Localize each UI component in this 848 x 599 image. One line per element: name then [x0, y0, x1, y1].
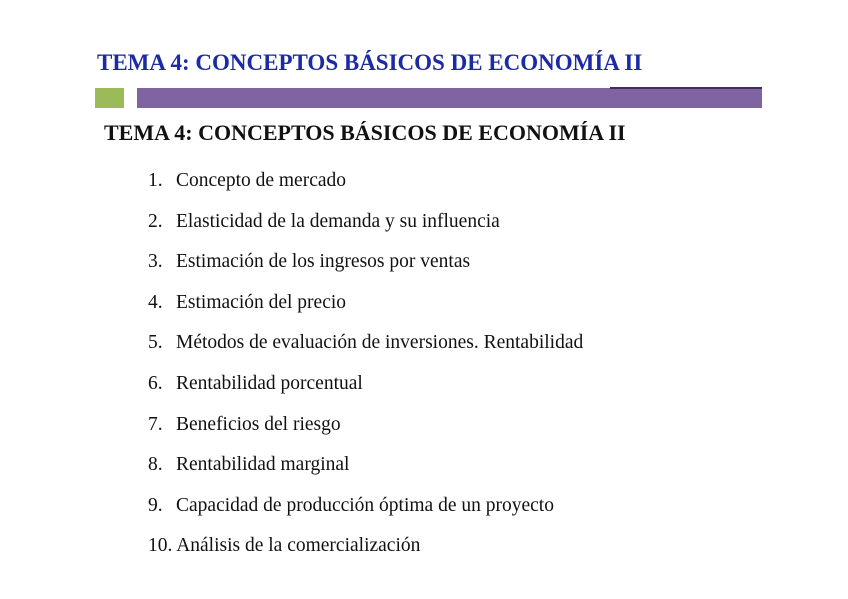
list-item-text: Rentabilidad marginal	[176, 454, 350, 476]
list-item	[148, 209, 583, 250]
list-item-text: Métodos de evaluación de inversiones. Rentabilidad	[176, 332, 584, 354]
accent-bar-green	[95, 88, 124, 108]
list-item	[148, 330, 583, 371]
accent-bar-purple	[137, 88, 762, 108]
accent-line	[610, 87, 762, 89]
list-item-text: Análisis de la comercialización	[176, 535, 421, 557]
list-item	[148, 493, 583, 534]
list-item-text: Beneficios del riesgo	[176, 413, 341, 435]
list-item-number: 7.	[148, 413, 163, 435]
list-item-number: 3.	[148, 251, 163, 273]
list-item-text: Estimación de los ingresos por ventas	[176, 251, 471, 273]
list-item	[148, 533, 583, 574]
list-item-number: 4.	[148, 291, 163, 313]
list-item-text: Elasticidad de la demanda y su influencia	[176, 210, 500, 232]
list-item-number: 8.	[148, 454, 163, 476]
list-item-number: 1.	[148, 170, 163, 191]
list-item	[148, 412, 583, 453]
list-item	[148, 290, 583, 331]
topic-list	[148, 168, 583, 574]
list-item-number: 6.	[148, 372, 163, 394]
list-item-number: 5.	[148, 332, 163, 354]
list-item	[148, 452, 583, 493]
list-item-text: Rentabilidad porcentual	[176, 372, 363, 394]
slide-title: TEMA 4: CONCEPTOS BÁSICOS DE ECONOMÍA II	[97, 50, 643, 75]
list-item-text: Concepto de mercado	[176, 170, 347, 191]
list-item-text: Estimación del precio	[176, 291, 347, 313]
list-item	[148, 249, 583, 290]
list-item	[148, 168, 583, 209]
list-item-number: 9.	[148, 494, 163, 516]
list-item-text: Capacidad de producción óptima de un proyecto	[176, 494, 554, 516]
section-title: TEMA 4: CONCEPTOS BÁSICOS DE ECONOMÍA II	[104, 120, 626, 145]
list-item	[148, 371, 583, 412]
list-item-number: 2.	[148, 210, 163, 232]
list-item-number: 10.	[148, 535, 173, 557]
